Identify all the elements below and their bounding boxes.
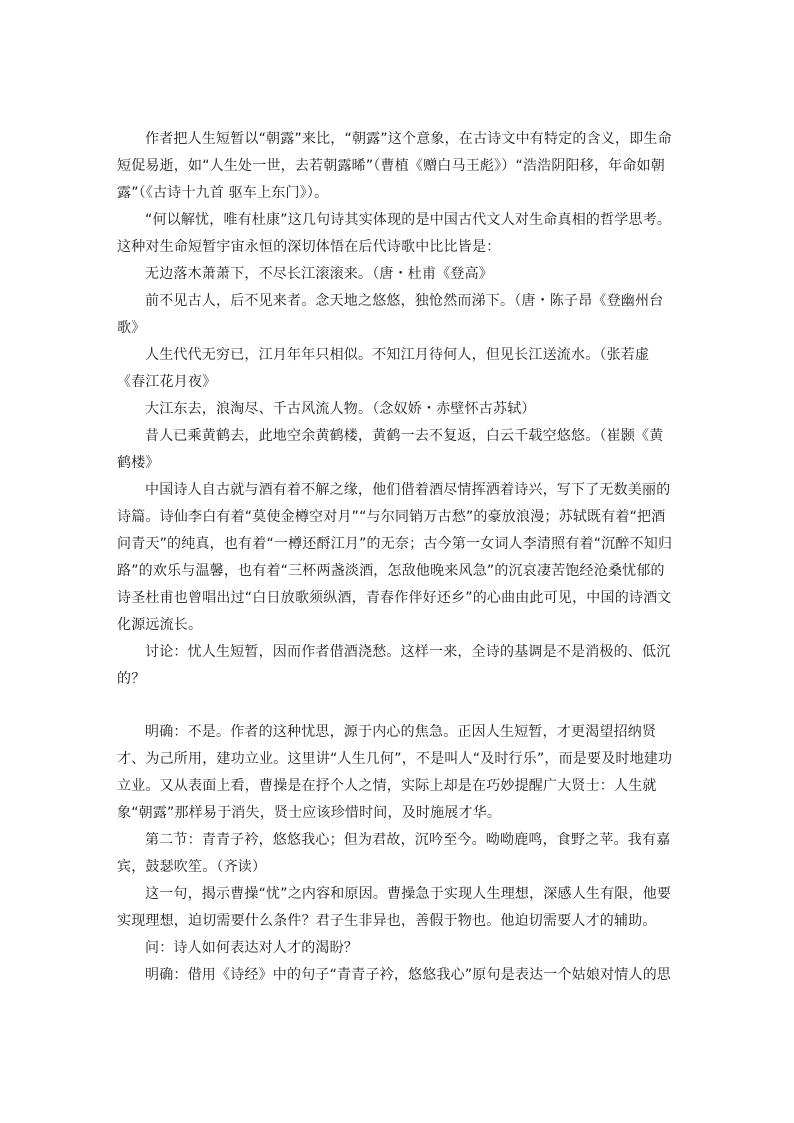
document-body bbox=[117, 126, 677, 989]
spacer bbox=[117, 693, 677, 719]
paragraph: “何以解忧，唯有杜康”这几句诗其实体现的是中国古代文人对生命真相的哲学思考。这种对生命短暂宇宙永恒的深切体悟在后代诗歌中比比皆是： bbox=[117, 212, 672, 255]
poem-line: 无边落木萧萧下，不尽长江滚滚来。（唐・杜甫《登高》 bbox=[145, 266, 493, 282]
paragraph: 明确：借用《诗经》中的句子“青青子衿，悠悠我心”原句是表达一个姑娘对情人的思 bbox=[145, 967, 672, 983]
paragraph: 第二节：青青子衿，悠悠我心；但为君故，沉吟至今。呦呦鹿鸣，食野之苹。我有嘉宾，鼓瑟吹笙。（齐读） bbox=[117, 832, 671, 875]
discussion-question: 讨论：忧人生短暂，因而作者借酒浇愁。这样一来，全诗的基调是不是消极的、低沉的？ bbox=[117, 644, 671, 687]
question: 问：诗人如何表达对人才的渴盼？ bbox=[145, 940, 358, 956]
poem-line: 昔人已乘黄鹤去，此地空余黄鹤楼，黄鹤一去不复返，白云千载空悠悠。（崔颢《黄鹤楼》 bbox=[117, 428, 664, 471]
paragraph: 作者把人生短暂以“朝露”来比，“朝露”这个意象，在古诗文中有特定的含义，即生命短促易逝，如“人生处一世，去若朝露晞”（曹植《赠白马王彪》）“浩浩阴阳移，年命如朝露”（《古诗十九首 驱车上东门》）。 bbox=[117, 131, 672, 201]
paragraph: 中国诗人自古就与酒有着不解之缘，他们借着酒尽情挥洒着诗兴，写下了无数美丽的诗篇。诗仙李白有着“莫使金樽空对月”“与尔同销万古愁”的豪放浪漫；苏轼既有着“把酒问青天”的纯真，也有着“一樽还酹江月”的无奈；古今第一女词人李清照有着“沉醉不知归路”的欢乐与温馨，也有着“三杯两盏淡酒，怎敌他晚来风急”的沉哀凄苦饱经沧桑忧郁的诗圣杜甫也曾唱出过“白日放歌须纵酒，青春作伴好还乡”的心曲由此可见，中国的诗酒文化源远流长。 bbox=[117, 482, 673, 633]
poem-line: 大江东去，浪淘尽、千古风流人物。（念奴娇・赤壁怀古苏轼） bbox=[145, 401, 536, 417]
poem-line: 人生代代无穷已，江月年年只相似。不知江月待何人，但见长江送流水。（张若虚《春江花月夜》 bbox=[117, 347, 650, 390]
poem-line: 前不见古人，后不见来者。念天地之悠悠，独怆然而涕下。（唐・陈子昂《登幽州台歌》 bbox=[117, 293, 664, 336]
paragraph: 明确：不是。作者的这种忧思，源于内心的焦急。正因人生短暂，才更渴望招纳贤才、为己所用，建功立业。这里讲“人生几何”，不是叫人“及时行乐”，而是要及时地建功立业。又从表面上看，曹操是在抒个人之情，实际上却是在巧妙提醒广大贤士：人生就象“朝露”那样易于消失，贤士应该珍惜时间，及时施展才华。 bbox=[117, 724, 673, 821]
paragraph: 这一句，揭示曹操“忧”之内容和原因。曹操急于实现人生理想，深感人生有限，他要实现理想，迫切需要什么条件？君子生非异也，善假于物也。他迫切需要人才的辅助。 bbox=[117, 886, 672, 929]
